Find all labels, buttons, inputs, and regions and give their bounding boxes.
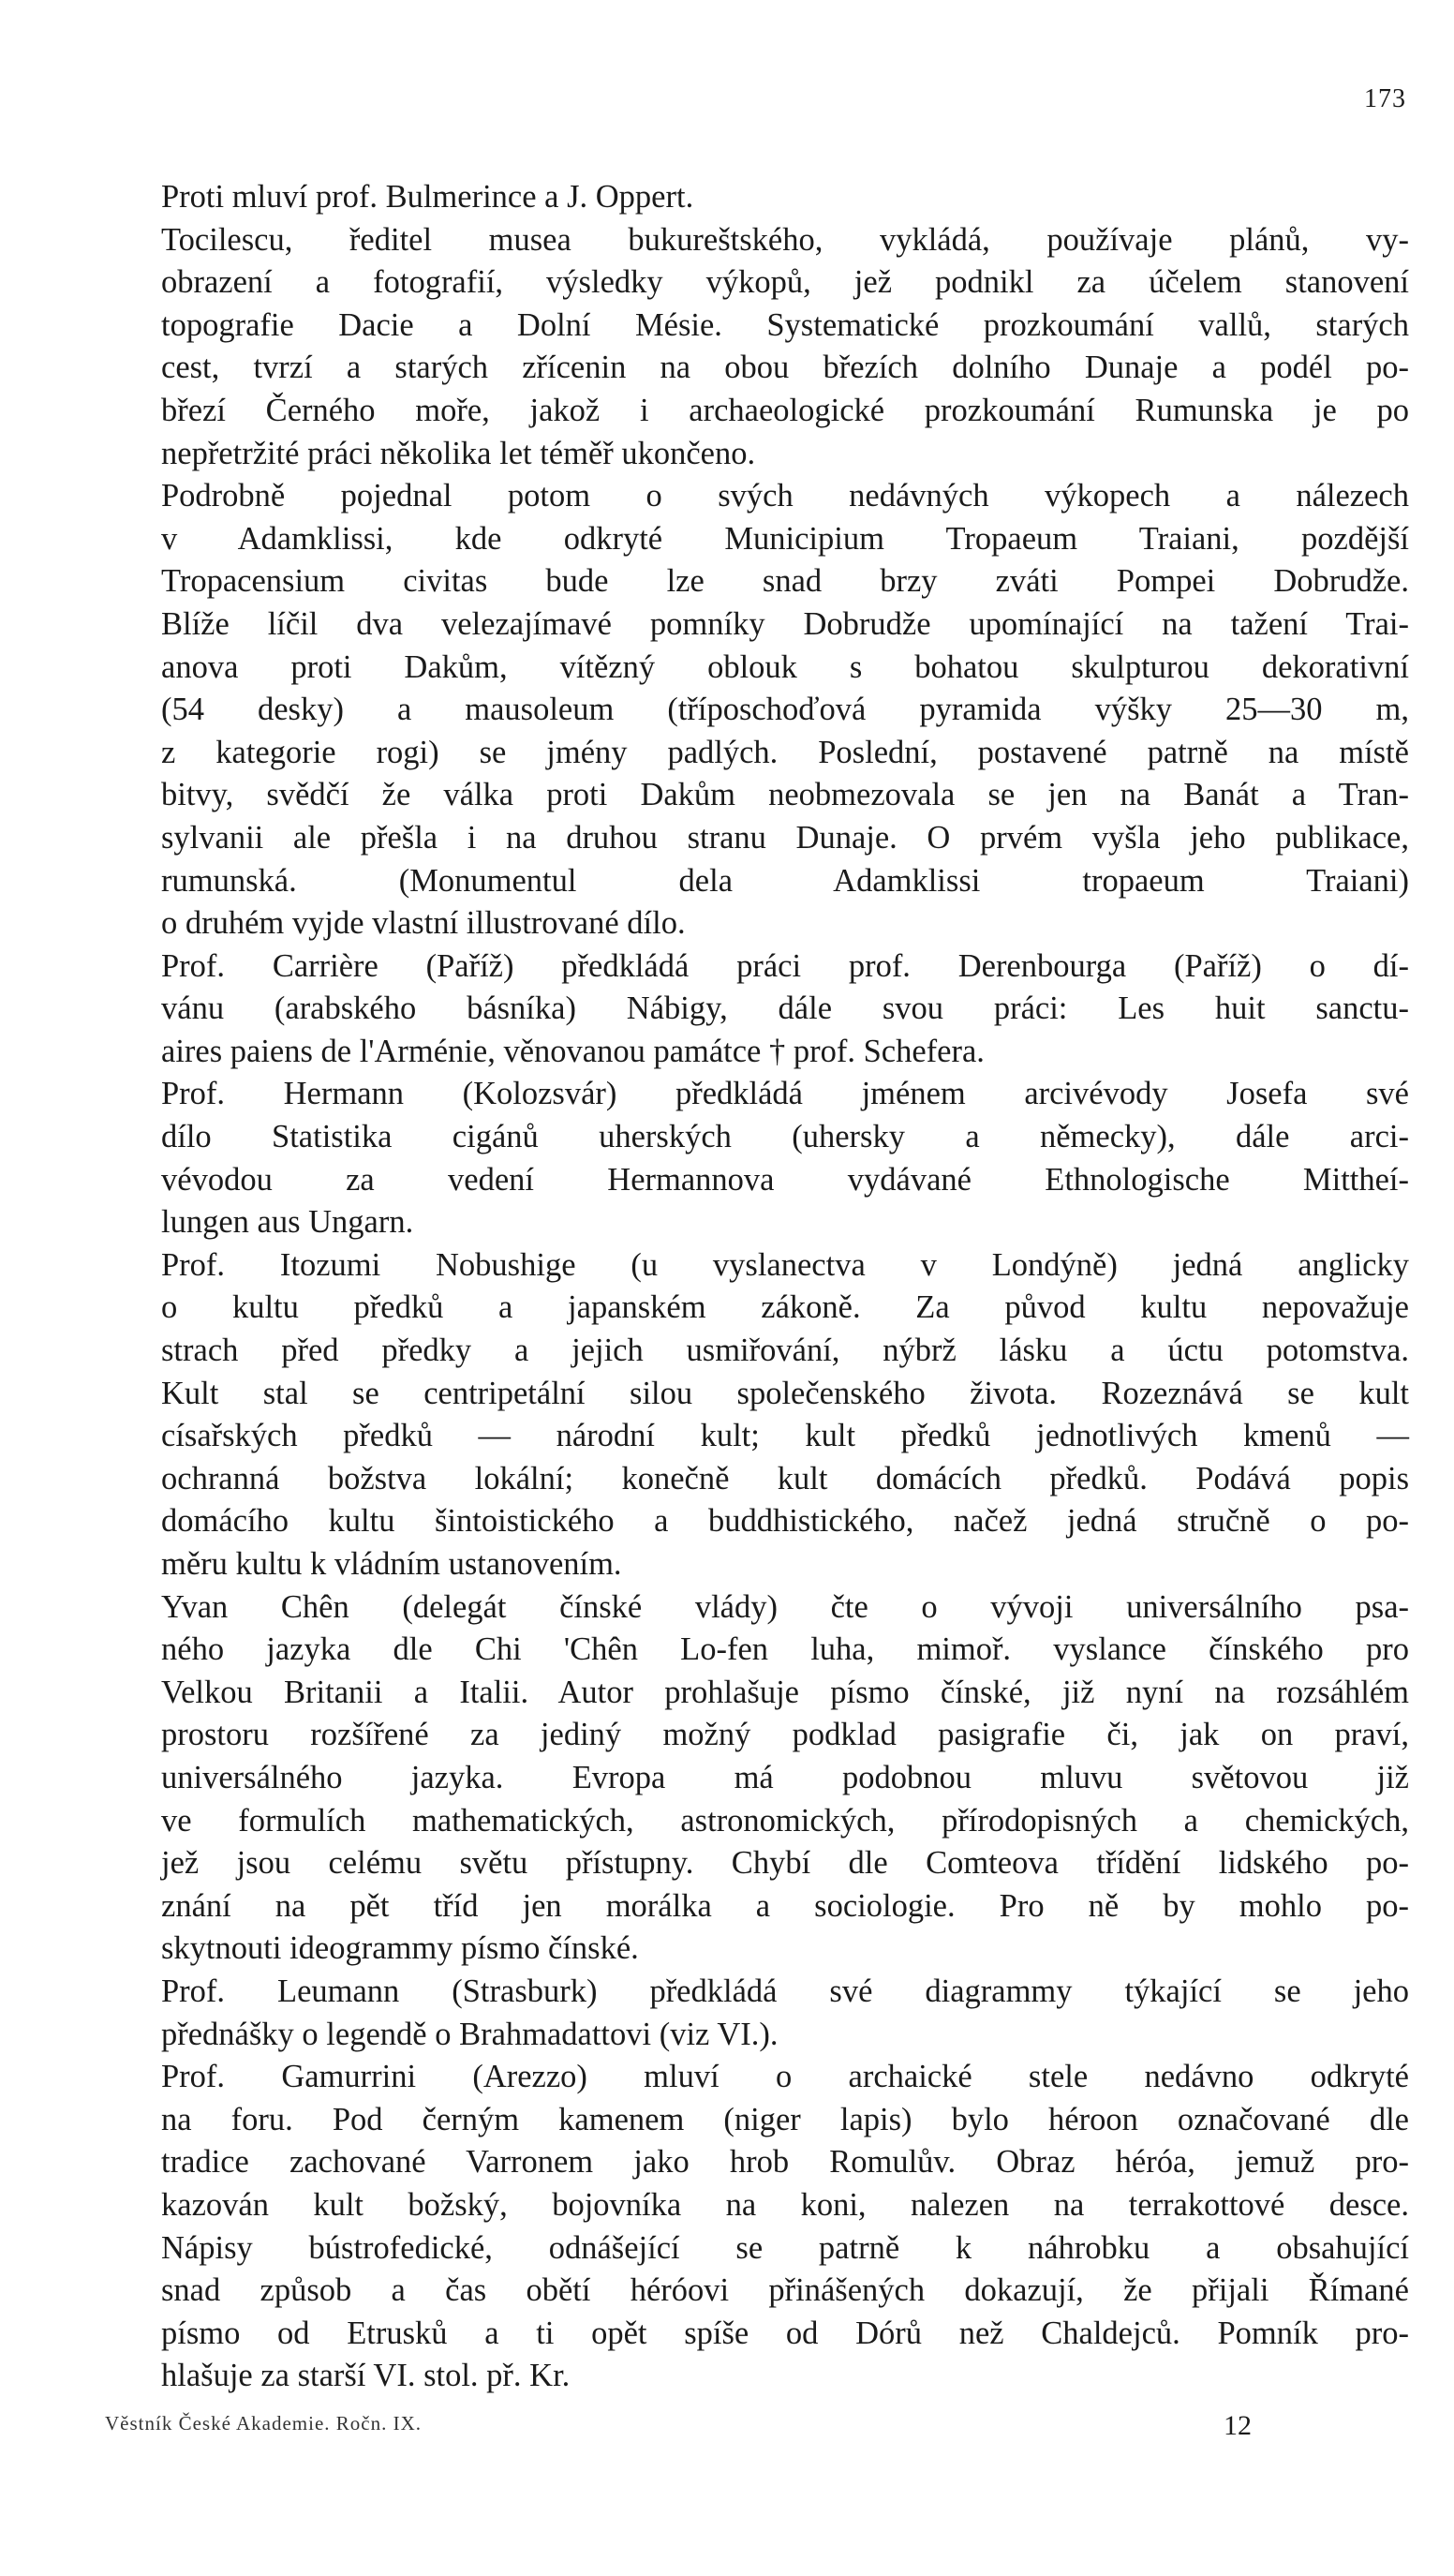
text-line: prostoru rozšířené za jediný možný podklad pasigrafie či, jak on praví, bbox=[161, 1717, 1409, 1753]
text-line: jež jsou celému světu přístupny. Chybí dle Comteova třídění lidského po- bbox=[161, 1845, 1409, 1882]
text-line: nepřetržité práci několika let téměř ukončeno. bbox=[161, 435, 756, 471]
text-line: topografie Dacie a Dolní Mésie. Systematické prozkoumání vallů, starých bbox=[161, 306, 1409, 343]
text-line: aires paiens de l'Arménie, věnovanou památce † prof. Schefera. bbox=[161, 1033, 985, 1069]
text-line: bitvy, svědčí že válka proti Dakům neobmezovala se jen na Banát a Tran- bbox=[161, 777, 1409, 813]
text-line: o kultu předků a japanském zákoně. Za původ kultu nepovažuje bbox=[161, 1289, 1409, 1326]
text-line: strach před předky a jejich usmiřování, nýbrž lásku a úctu potomstva. bbox=[161, 1333, 1409, 1369]
text-line: ochranná božstva lokální; konečně kult domácích předků. Podává popis bbox=[161, 1460, 1409, 1496]
journal-footer: Věstník České Akademie. Ročn. IX. bbox=[105, 2412, 423, 2435]
text-line: znání na pět tříd jen morálka a sociologie. Pro ně by mohlo po- bbox=[161, 1887, 1409, 1924]
text-line: Velkou Britanii a Italii. Autor prohlašuje písmo čínské, již nyní na rozsáhlém bbox=[161, 1674, 1409, 1710]
text-line: Prof. Hermann (Kolozsvár) předkládá jménem arcivévody Josefa své bbox=[161, 1076, 1409, 1112]
text-line: písmo od Etrusků a ti opět spíše od Dórů než Chaldejců. Pomník pro- bbox=[161, 2315, 1409, 2351]
text-line: Yvan Chên (delegát čínské vlády) čte o vývoji universálního psa- bbox=[161, 1588, 1409, 1625]
text-line: domácího kultu šintoistického a buddhistického, načež jedná stručně o po- bbox=[161, 1503, 1409, 1540]
text-line: o druhém vyjde vlastní illustrované dílo. bbox=[161, 905, 686, 942]
text-line: Prof. Itozumi Nobushige (u vyslanectva v Londýně) jedná anglicky bbox=[161, 1246, 1409, 1283]
page-number: 173 bbox=[1364, 84, 1406, 113]
text-line: cest, tvrzí a starých zřícenin na obou březích dolního Dunaje a podél po- bbox=[161, 350, 1409, 386]
text-line: snad způsob a čas obětí héróovi přinášených dokazují, že přijali Římané bbox=[161, 2272, 1409, 2309]
text-line: hlašuje za starší VI. stol. př. Kr. bbox=[161, 2358, 571, 2394]
text-line: Podrobně pojednal potom o svých nedávných výkopech a nálezech bbox=[161, 478, 1409, 514]
text-line: kazován kult božský, bojovníka na koni, nalezen na terrakottové desce. bbox=[161, 2186, 1409, 2223]
text-line: Tocilescu, ředitel musea bukureštského, vykládá, používaje plánů, vy- bbox=[161, 221, 1409, 258]
text-line: Blíže líčil dva velezajímavé pomníky Dobrudže upomínající na tažení Trai- bbox=[161, 605, 1409, 642]
text-line: rumunská. (Monumentul dela Adamklissi tropaeum Traiani) bbox=[161, 862, 1409, 899]
text-line: ve formulích mathematických, astronomických, přírodopisných a chemických, bbox=[161, 1802, 1409, 1839]
text-line: Proti mluví prof. Bulmerince a J. Oppert. bbox=[161, 179, 694, 215]
text-line: na foru. Pod černým kamenem (niger lapis) bylo héroon označované dle bbox=[161, 2101, 1409, 2137]
text-line: Prof. Carrière (Paříž) předkládá práci prof. Derenbourga (Paříž) o dí- bbox=[161, 947, 1409, 984]
text-line: ného jazyka dle Chi 'Chên Lo-fen luha, mimoř. vyslance čínského pro bbox=[161, 1631, 1409, 1668]
text-line: císařských předků — národní kult; kult předků jednotlivých kmenů — bbox=[161, 1418, 1409, 1454]
text-line: Prof. Leumann (Strasburk) předkládá své diagrammy týkající se jeho bbox=[161, 1973, 1409, 2009]
text-line: anova proti Dakům, vítězný oblouk s bohatou skulpturou dekorativní bbox=[161, 648, 1409, 685]
text-line: skytnouti ideogrammy písmo čínské. bbox=[161, 1930, 639, 1967]
text-line: obrazení a fotografií, výsledky výkopů, jež podnikl za účelem stanovení bbox=[161, 264, 1409, 301]
text-line: (54 desky) a mausoleum (tříposchoďová pyramida výšky 25—30 m, bbox=[161, 692, 1409, 728]
text-line: z kategorie rogi) se jmény padlých. Poslední, postavené patrně na místě bbox=[161, 734, 1409, 770]
text-line: dílo Statistika cigánů uherských (uhersky a německy), dále arci- bbox=[161, 1119, 1409, 1155]
text-line: lungen aus Ungarn. bbox=[161, 1204, 414, 1241]
text-line: vánu (arabského básníka) Nábigy, dále svou práci: Les huit sanctu- bbox=[161, 990, 1409, 1027]
signature-mark: 12 bbox=[1224, 2410, 1252, 2441]
text-line: vévodou za vedení Hermannova vydávané Ethnologische Mittheí- bbox=[161, 1161, 1409, 1198]
text-line: Kult stal se centripetální silou společenského života. Rozeznává se kult bbox=[161, 1375, 1409, 1411]
text-line: měru kultu k vládním ustanovením. bbox=[161, 1546, 622, 1582]
body-text bbox=[161, 176, 1409, 2398]
text-line: v Adamklissi, kde odkryté Municipium Tropaeum Traiani, pozdější bbox=[161, 520, 1409, 557]
text-line: sylvanii ale přešla i na druhou stranu Dunaje. O prvém vyšla jeho publikace, bbox=[161, 819, 1409, 856]
text-line: březí Černého moře, jakož i archaeologické prozkoumání Rumunska je po bbox=[161, 392, 1409, 428]
text-line: universálného jazyka. Evropa má podobnou mluvu světovou již bbox=[161, 1759, 1409, 1795]
text-line: tradice zachované Varronem jako hrob Romulův. Obraz héróa, jemuž pro- bbox=[161, 2144, 1409, 2181]
text-line: Prof. Gamurrini (Arezzo) mluví o archaické stele nedávno odkryté bbox=[161, 2059, 1409, 2095]
text-line: Nápisy bústrofedické, odnášející se patrně k náhrobku a obsahující bbox=[161, 2229, 1409, 2266]
text-line: přednášky o legendě o Brahmadattovi (viz VI.). bbox=[161, 2016, 779, 2052]
text-line: Tropacensium civitas bude lze snad brzy zváti Pompei Dobrudže. bbox=[161, 563, 1409, 600]
